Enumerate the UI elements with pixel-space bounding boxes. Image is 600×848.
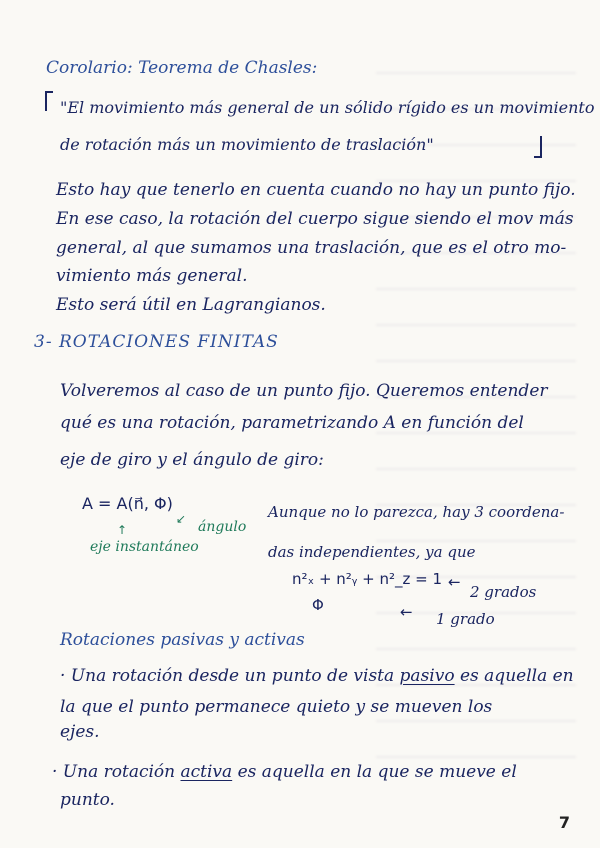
paragraph2-line2: qué es una rotación, parametrizando A en función del — [60, 413, 524, 433]
paragraph1-line3: general, al que sumamos una traslación, que es el otro mo- — [56, 238, 567, 258]
axis-annotation: eje instantáneo — [90, 539, 199, 555]
axis-arrow-icon: ↑ — [117, 523, 128, 537]
section-title: 3- ROTACIONES FINITAS — [34, 332, 279, 352]
angle-arrow-icon: ↙ — [176, 512, 187, 526]
active-line1-start: · Una rotación — [52, 762, 181, 782]
angle-annotation: ángulo — [198, 519, 247, 535]
passive-line1-end: es aquella en — [454, 666, 574, 686]
one-degree-label: 1 grado — [436, 610, 495, 628]
bleed-through-texture — [376, 50, 576, 770]
active-line2: punto. — [60, 790, 115, 810]
constraint-arrow-icon: ← — [448, 573, 461, 591]
corollary-title: Corolario: Teorema de Chasles: — [46, 58, 318, 78]
quote-bracket-right — [534, 136, 542, 158]
note-line2: das independientes, ya que — [268, 543, 476, 561]
paragraph2-line3: eje de giro y el ángulo de giro: — [60, 450, 324, 470]
rotation-formula: A = A(n⃗, Φ) — [82, 494, 173, 513]
paragraph1-line4: vimiento más general. — [56, 266, 248, 286]
corollary-quote-line1: "El movimiento más general de un sólido rígido es un movimiento — [60, 98, 595, 117]
normalization-constraint: n²ₓ + n²ᵧ + n²_z = 1 — [292, 570, 443, 588]
phi-arrow-icon: ← — [400, 603, 413, 621]
passive-line1-start: · Una rotación desde un punto de vista — [60, 666, 400, 686]
active-line1 — [52, 764, 517, 781]
passive-line1 — [60, 668, 574, 685]
corollary-quote-line2: de rotación más un movimiento de traslación" — [60, 135, 434, 154]
active-word: activa — [180, 762, 233, 782]
passive-line2: la que el punto permanece quieto y se mueven los — [60, 697, 493, 717]
paragraph1-line5: Esto será útil en Lagrangianos. — [56, 295, 326, 315]
paragraph1-line2: En ese caso, la rotación del cuerpo sigue siendo el mov más — [56, 209, 574, 229]
note-line1: Aunque no lo parezca, hay 3 coordena- — [268, 503, 565, 521]
active-line1-end: es aquella en la que se mueve el — [232, 762, 517, 782]
two-degrees-label: 2 grados — [470, 583, 537, 601]
page-number: 7 — [558, 813, 570, 832]
quote-bracket-left — [45, 91, 53, 111]
passive-word: pasivo — [399, 666, 455, 686]
passive-line3: ejes. — [60, 722, 100, 742]
paragraph1-line1: Esto hay que tenerlo en cuenta cuando no hay un punto fijo. — [56, 180, 576, 200]
paragraph2-line1: Volveremos al caso de un punto fijo. Queremos entender — [60, 381, 548, 401]
rotations-title: Rotaciones pasivas y activas — [60, 630, 305, 650]
phi-symbol: Φ — [312, 596, 324, 614]
